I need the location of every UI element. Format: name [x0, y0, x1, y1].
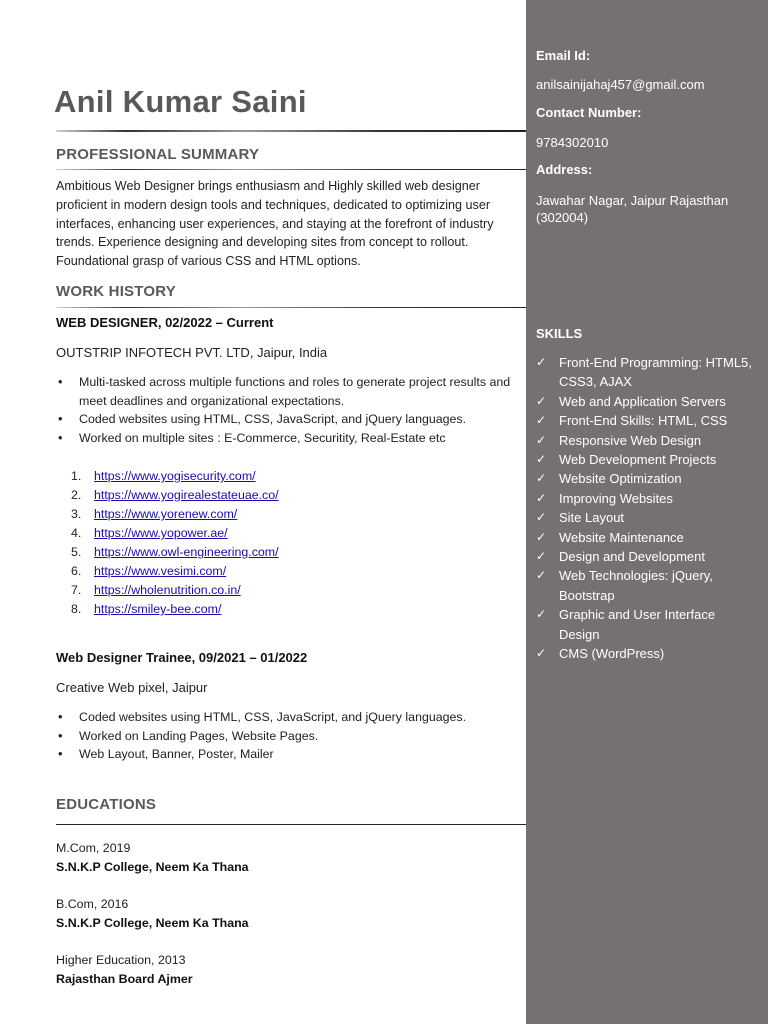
summary-text: Ambitious Web Designer brings enthusiasm and Highly skilled web designer proficient in modern design tools and techniques, dedicated to optimizing user interfaces, enhancing user experiences, and staying at the forefront of industry trends. Experience designing and developing sites from concept to rollout. Foundational grasp of various CSS and HTML options. [56, 179, 494, 269]
check-icon: ✓ [536, 549, 547, 564]
project-link[interactable]: https://www.vesimi.com/ [94, 564, 227, 578]
project-link[interactable]: https://wholenutrition.co.in/ [94, 583, 241, 597]
project-link[interactable]: https://www.yopower.ae/ [94, 526, 228, 540]
job-title-1: WEB DESIGNER, 02/2022 – Current [56, 315, 274, 330]
education-degree: B.Com, 2016 [56, 897, 129, 911]
summary-divider [56, 169, 526, 170]
job-2-duties [56, 708, 516, 764]
project-link-item: 8. https://smiley-bee.com/ [71, 602, 222, 616]
skills-heading: SKILLS [536, 326, 583, 341]
education-institution: S.N.K.P College, Neem Ka Thana [56, 916, 249, 930]
name-divider [56, 130, 526, 132]
check-icon: ✓ [536, 355, 547, 369]
check-icon: ✓ [536, 452, 547, 467]
address-value: Jawahar Nagar, Jaipur Rajasthan (302004) [536, 193, 729, 225]
project-link[interactable]: https://smiley-bee.com/ [94, 602, 222, 616]
check-icon: ✓ [536, 510, 547, 525]
skill-item [536, 431, 756, 450]
phone-label: Contact Number: [536, 105, 642, 120]
skill-label: Web Technologies: jQuery, Bootstrap [559, 568, 713, 603]
skill-item [536, 605, 756, 644]
education-heading: EDUCATIONS [56, 796, 157, 813]
duty-item: • Worked on Landing Pages, Website Pages. [56, 727, 516, 746]
address-label: Address: [536, 162, 593, 177]
check-icon: ✓ [536, 568, 547, 583]
work-history-divider [56, 307, 526, 308]
check-icon: ✓ [536, 413, 547, 428]
project-link[interactable]: https://www.yogisecurity.com/ [94, 469, 256, 483]
project-link-item: 2. https://www.yogirealestateuae.co/ [71, 488, 279, 502]
project-link-item: 3. https://www.yorenew.com/ [71, 507, 238, 521]
duty-item: • Coded websites using HTML, CSS, JavaScript, and jQuery languages. [56, 410, 516, 429]
company-1: OUTSTRIP INFOTECH PVT. LTD, Jaipur, India [56, 345, 328, 360]
check-icon: ✓ [536, 607, 547, 622]
education-degree: M.Com, 2019 [56, 841, 131, 855]
check-icon: ✓ [536, 471, 547, 486]
skill-label: Front-End Skills: HTML, CSS [559, 413, 728, 429]
skill-label: Graphic and User Interface Design [559, 607, 716, 642]
skill-label: Website Optimization [559, 471, 682, 487]
job-1-duties [56, 373, 516, 447]
skill-label: CMS (WordPress) [559, 646, 665, 662]
education-institution: Rajasthan Board Ajmer [56, 972, 193, 986]
project-link-item: 4. https://www.yopower.ae/ [71, 526, 228, 540]
education-item [56, 895, 249, 933]
candidate-name: Anil Kumar Saini [54, 84, 307, 119]
duty-item: • Worked on multiple sites : E-Commerce, Securitity, Real-Estate etc [56, 429, 516, 448]
education-institution: S.N.K.P College, Neem Ka Thana [56, 860, 249, 874]
project-link[interactable]: https://www.yogirealestateuae.co/ [94, 488, 279, 502]
education-divider [56, 824, 526, 825]
summary-heading: PROFESSIONAL SUMMARY [56, 146, 260, 163]
skill-item [536, 469, 756, 488]
skill-label: Front-End Programming: HTML5, CSS3, AJAX [559, 355, 752, 390]
duty-item: • Multi-tasked across multiple functions and roles to generate project results and meet deadlines and organizational expectations. [56, 373, 516, 410]
check-icon: ✓ [536, 529, 547, 544]
check-icon: ✓ [536, 490, 547, 505]
skill-item [536, 528, 756, 547]
project-link[interactable]: https://www.yorenew.com/ [94, 507, 238, 521]
skill-label: Web and Application Servers [559, 393, 726, 409]
project-links [56, 467, 279, 619]
check-icon: ✓ [536, 432, 547, 447]
skill-label: Design and Development [559, 549, 705, 565]
skill-label: Responsive Web Design [559, 432, 702, 448]
project-link-item: 1. https://www.yogisecurity.com/ [71, 469, 256, 483]
skill-item [536, 489, 756, 508]
skill-item [536, 450, 756, 469]
skill-label: Improving Websites [559, 490, 673, 506]
education-item [56, 951, 193, 989]
work-history-heading: WORK HISTORY [56, 283, 176, 300]
skill-label: Site Layout [559, 510, 625, 526]
skill-item [536, 508, 756, 527]
skill-item [536, 411, 756, 430]
duty-item: • Coded websites using HTML, CSS, JavaScript, and jQuery languages. [56, 708, 516, 727]
check-icon: ✓ [536, 393, 547, 408]
email-value[interactable]: anilsainijahaj457@gmail.com [536, 77, 705, 92]
project-link[interactable]: https://www.owl-engineering.com/ [94, 545, 279, 559]
company-2: Creative Web pixel, Jaipur [56, 680, 208, 695]
education-degree: Higher Education, 2013 [56, 953, 186, 967]
project-link-item: 7. https://wholenutrition.co.in/ [71, 583, 241, 597]
project-link-item: 6. https://www.vesimi.com/ [71, 564, 227, 578]
education-item [56, 839, 249, 877]
project-link-item: 5. https://www.owl-engineering.com/ [71, 545, 279, 559]
skill-item [536, 353, 756, 392]
skill-label: Web Development Projects [559, 452, 717, 468]
duty-item: • Web Layout, Banner, Poster, Mailer [56, 745, 516, 764]
check-icon: ✓ [536, 646, 547, 661]
skill-item [536, 566, 756, 605]
phone-value: 9784302010 [536, 135, 609, 150]
job-title-2: Web Designer Trainee, 09/2021 – 01/2022 [56, 650, 308, 665]
skill-item [536, 644, 756, 663]
skill-label: Website Maintenance [559, 529, 684, 545]
skill-item [536, 547, 756, 566]
email-label: Email Id: [536, 48, 591, 63]
skills-list [536, 353, 756, 664]
skill-item [536, 392, 756, 411]
